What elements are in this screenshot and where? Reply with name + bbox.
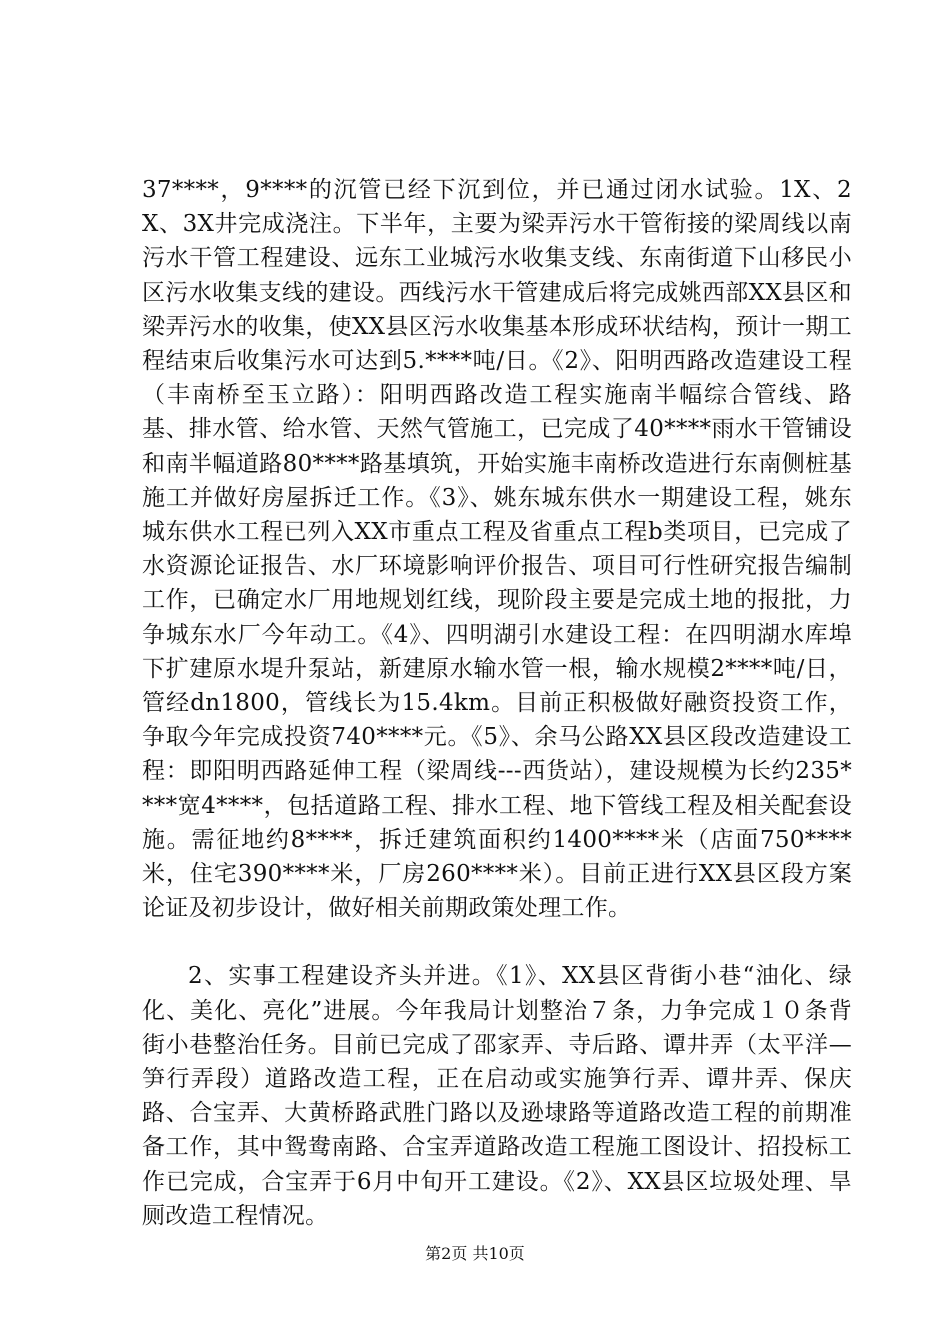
document-body — [142, 173, 852, 1233]
paragraph-1: 37****，9****的沉管已经下沉到位，并已通过闭水试验。1X、2X、3X井完成浇注。下半年，主要为梁弄污水干管衔接的梁周线以南污水干管工程建设、远东工业城污水收集支线、东南街道下山移民小区污水收集支线的建设。西线污水干管建成后将完成姚西部XX县区和梁弄污水的收集，使XX县区污水收集基本形成环状结构，预计一期工程结束后收集污水可达到5.****吨/日。《2》、阳明西路改造建设工程（丰南桥至玉立路）：阳明西路改造工程实施南半幅综合管线、路基、排水管、给水管、天然气管施工，已完成了40****雨水干管铺设和南半幅道路80****路基填筑，开始实施丰南桥改造进行东南侧桩基施工并做好房屋拆迁工作。《3》、姚东城东供水一期建设工程，姚东城东供水工程已列入XX市重点工程及省重点工程b类项目，已完成了水资源论证报告、水厂环境影响评价报告、项目可行性研究报告编制工作，已确定水厂用地规划红线，现阶段主要是完成土地的报批，力争城东水厂今年动工。《4》、四明湖引水建设工程：在四明湖水库埠下扩建原水堤升泵站，新建原水输水管一根，输水规模2****吨/日，管经dn1800，管线长为15.4km。目前正积极做好融资投资工作，争取今年完成投资740****元。《5》、余马公路XX县区段改造建设工程：即阳明西路延伸工程（梁周线---西货站），建设规模为长约235****宽4****，包括道路工程、排水工程、地下管线工程及相关配套设施。需征地约8****，拆迁建筑面积约1400****米（店面750****米，住宅390****米，厂房260****米）。目前正进行XX县区段方案论证及初步设计，做好相关前期政策处理工作。 — [142, 177, 852, 922]
paragraph-2: 2、实事工程建设齐头并进。《1》、XX县区背街小巷“油化、绿化、美化、亮化”进展。今年我局计划整治７条，力争完成１０条背街小巷整治任务。目前已完成了邵家弄、寺后路、谭井弄（太平洋—笋行弄段）道路改造工程，正在启动或实施笋行弄、谭井弄、保庆路、合宝弄、大黄桥路武胜门路以及逊埭路等道路改造工程的前期准备工作，其中鸳鸯南路、合宝弄道路改造工程施工图设计、招投标工作已完成，合宝弄于6月中旬开工建设。《2》、XX县区垃圾处理、旱厕改造工程情况。 — [142, 963, 852, 1229]
page-footer: 第2页 共10页 — [425, 1244, 525, 1263]
